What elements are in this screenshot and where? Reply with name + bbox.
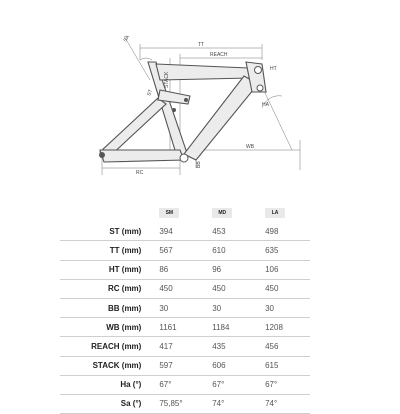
table-row (60, 375, 310, 394)
table-row (60, 337, 310, 356)
size-header-la (257, 204, 310, 222)
cell-value: 1161 (151, 318, 204, 337)
row-label: ST (mm) (60, 222, 151, 241)
cell-value: 498 (257, 222, 310, 241)
cell-value: 456 (257, 337, 310, 356)
cell-value: 597 (151, 356, 204, 375)
row-label: REACH (mm) (60, 337, 151, 356)
table-corner (60, 204, 151, 222)
label-st: ST (146, 88, 155, 97)
row-label: BB (mm) (60, 298, 151, 317)
rear-axle (99, 152, 105, 158)
table-row (60, 356, 310, 375)
cell-value: 417 (151, 337, 204, 356)
cell-value: 74° (204, 394, 257, 413)
row-label: TT (mm) (60, 241, 151, 260)
label-reach: REACH (210, 52, 228, 58)
label-rc: RC (136, 170, 144, 176)
top-tube (156, 64, 250, 80)
table-row (60, 260, 310, 279)
label-stack: STACK (164, 71, 170, 88)
row-label: HT (mm) (60, 260, 151, 279)
cell-value: 450 (257, 279, 310, 298)
label-wb: WB (246, 144, 255, 150)
table-row (60, 318, 310, 337)
sa-angle-arc (140, 58, 152, 60)
label-bb: BB (196, 161, 202, 168)
cell-value: 435 (204, 337, 257, 356)
cell-value: 106 (257, 260, 310, 279)
chain-stay (100, 150, 184, 162)
table-row (60, 394, 310, 413)
size-header-sm (151, 204, 204, 222)
cell-value: 567 (151, 241, 204, 260)
cell-value: 30 (257, 298, 310, 317)
row-label: STACK (mm) (60, 356, 151, 375)
seat-stay (100, 98, 166, 158)
size-label-md: MD (212, 208, 232, 218)
label-ha: HA (262, 102, 269, 108)
table-row (60, 241, 310, 260)
label-ht: HT (270, 66, 277, 72)
frame-geometry-diagram (0, 0, 400, 190)
table-row (60, 298, 310, 317)
row-label: RC (mm) (60, 279, 151, 298)
pivot-main (172, 108, 176, 112)
cell-value: 394 (151, 222, 204, 241)
cell-value: 30 (151, 298, 204, 317)
cell-value: 606 (204, 356, 257, 375)
row-label: Ha (°) (60, 375, 151, 394)
cell-value: 450 (151, 279, 204, 298)
label-tt: TT (198, 42, 205, 48)
size-header-row (60, 204, 310, 222)
row-label: WB (mm) (60, 318, 151, 337)
cell-value: 30 (204, 298, 257, 317)
headset-top (255, 67, 262, 74)
cell-value: 67° (204, 375, 257, 394)
cell-value: 75,85° (151, 394, 204, 413)
cell-value: 610 (204, 241, 257, 260)
cell-value: 74° (257, 394, 310, 413)
pivot-upper (184, 98, 188, 102)
cell-value: 450 (204, 279, 257, 298)
cell-value: 635 (257, 241, 310, 260)
cell-value: 86 (151, 260, 204, 279)
geometry-table (60, 204, 310, 414)
cell-value: 1208 (257, 318, 310, 337)
size-header-md (204, 204, 257, 222)
cell-value: 615 (257, 356, 310, 375)
bottom-bracket (180, 154, 188, 162)
cell-value: 67° (257, 375, 310, 394)
row-label: Sa (°) (60, 394, 151, 413)
cell-value: 453 (204, 222, 257, 241)
size-label-sm: SM (159, 208, 179, 218)
size-label-la: LA (265, 208, 285, 218)
cell-value: 67° (151, 375, 204, 394)
table-row (60, 222, 310, 241)
headset-bottom (257, 85, 263, 91)
table-row (60, 279, 310, 298)
frame (100, 62, 266, 162)
cell-value: 1184 (204, 318, 257, 337)
cell-value: 96 (204, 260, 257, 279)
label-sa: SA (122, 34, 132, 43)
